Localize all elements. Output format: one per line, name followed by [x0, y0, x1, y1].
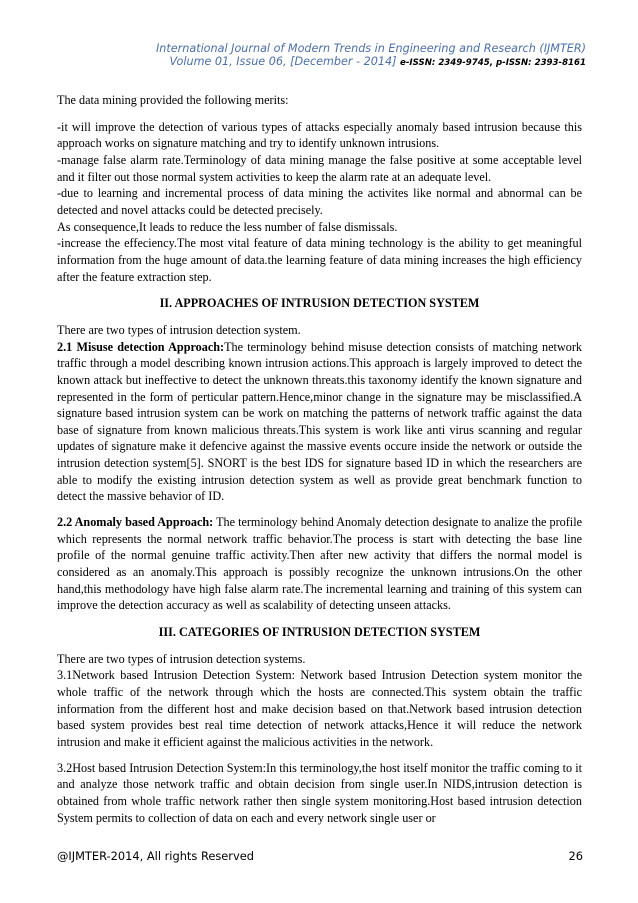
- spacer: [57, 641, 582, 651]
- subsection-2-1-text: The terminology behind misuse detection consists of matching network traffic through a model describing known intrusion actions.This approach is largely improved to detect the known attack but ineffective to detect the unknown threats.this taxonomy identify the known signature and represented in the form of perticular pattern.Hence,minor change in the signature may be misclassified.A signature based intrusion system can be work on matching the patterns of network traffic against the data base of signature from known malicious threats.This system is work like anti virus scanning and regular updates of signature make it defencive against the massive events occure inside the network or outside the intrusion detection system[5]. SNORT is the best IDS for signature based ID in which the researchers are able to modify the existing intrusion detection system as well as provide great benchmark function to detect the massive behavior of ID.: [57, 339, 582, 504]
- section-2-intro: There are two types of intrusion detection system.: [57, 322, 301, 337]
- subsection-2-2: [57, 514, 582, 614]
- spacer: [57, 285, 582, 295]
- page-footer: [57, 849, 583, 863]
- spacer: [57, 614, 582, 624]
- body-text: [57, 92, 582, 826]
- section-heading-2: II. APPROACHES OF INTRUSION DETECTION SYSTEM: [159, 296, 480, 311]
- subsection-3-1: 3.1Network based Intrusion Detection System: Network based Intrusion Detection system monitor the whole traffic of the network through which the hosts are connected.This system obtain the traffic information from the different host and make decision based on that.Network based intrusion detection based system provides best real time detection of network attacks,Hence it will reduce the network intrusion and make it efficient against the malicious activities in the network.: [57, 668, 582, 749]
- spacer: [57, 751, 582, 760]
- subsection-2-2-text: The terminology behind Anomaly detection designate to analize the profile which represents the normal network traffic behavior.The process is start with detecting the base line profile of the normal genuine traffic activity.Then after new activity that differs the normal model is considered as an anomaly.This approach is possibly recognize the unknown intrusions.On the other hand,this methodology have high false alarm rate.The incremental learning and training of this system can improve the detection accuracy as well as scalability of detecting unseen attacks.: [57, 515, 582, 613]
- spacer: [57, 109, 582, 119]
- merit-item: -it will improve the detection of various types of attacks especially anomaly based intrusion because this approach works on signature matching and try to identify unknown intrusions.: [57, 119, 582, 151]
- subsection-2-1: [57, 339, 582, 506]
- spacer: [57, 312, 582, 322]
- merit-item: -increase the effeciency.The most vital feature of data mining technology is the ability to get meaningful information from the huge amount of data.the learning feature of data mining increases the high efficiency after the feature extraction step.: [57, 236, 582, 284]
- journal-issue: Volume 01, Issue 06, [December - 2014]: [169, 55, 397, 68]
- journal-issn: e-ISSN: 2349-9745, p-ISSN: 2393-8161: [400, 58, 586, 68]
- journal-issue-line: [170, 55, 586, 70]
- merit-item: -manage false alarm rate.Terminology of data mining manage the false positive at some acceptable level and it filter out those normal system activities to keep the alarm rate at an adequate level.: [57, 152, 582, 184]
- subsection-3-2: 3.2Host based Intrusion Detection System:In this terminology,the host itself monitor the traffic coming to it and analyze those network traffic and obtain decision from single user.In NIDS,intrusion detection is obtained from whole traffic network rather then single system monitoring.Host based intrusion detection System permits to collection of data on each and every network single user or: [57, 760, 582, 825]
- section-heading-3: III. CATEGORIES OF INTRUSION DETECTION SYSTEM: [158, 625, 481, 640]
- journal-title: International Journal of Modern Trends in Engineering and Research (IJMTER): [155, 42, 586, 55]
- merit-item: As consequence,It leads to reduce the less number of false dismissals.: [57, 219, 398, 234]
- page-number: 26: [568, 849, 583, 863]
- section-3-intro: There are two types of intrusion detection systems.: [57, 651, 306, 666]
- footer-copyright: @IJMTER-2014, All rights Reserved: [57, 849, 254, 863]
- merits-intro: The data mining provided the following merits:: [57, 93, 289, 107]
- merit-item: -due to learning and incremental process of data mining the activites like normal and abnormal can be detected and novel attacks could be detected precisely.: [57, 186, 582, 217]
- subsection-2-2-title: 2.2 Anomaly based Approach:: [57, 515, 214, 530]
- spacer: [57, 505, 582, 514]
- subsection-2-1-title: 2.1 Misuse detection Approach:: [57, 339, 225, 354]
